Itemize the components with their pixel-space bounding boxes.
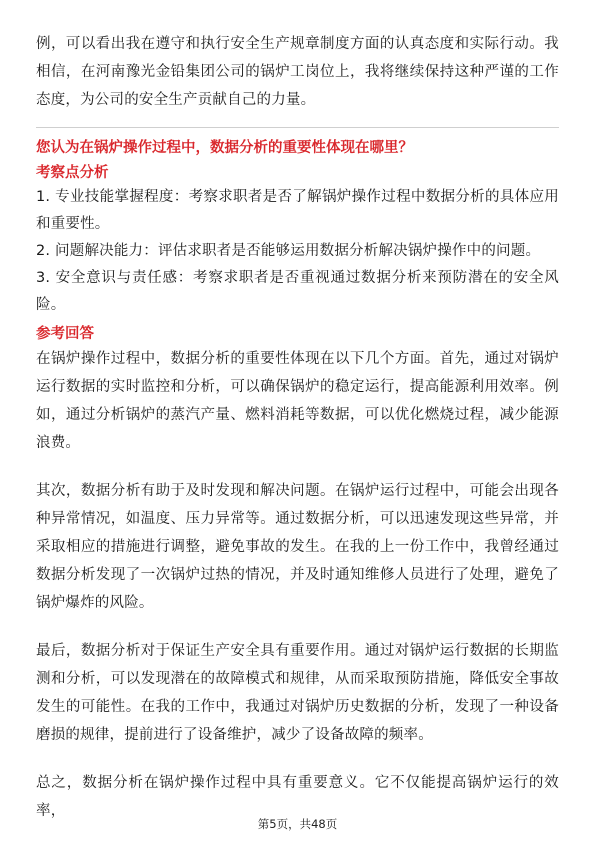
analysis-label: 考察点分析 — [36, 165, 109, 181]
analysis-point-2: 2. 问题解决能力：评估求职者是否能够运用数据分析解决锅炉操作中的问题。 — [36, 243, 541, 259]
paragraph-gap — [36, 457, 559, 477]
section-divider — [36, 127, 559, 128]
paragraph-gap — [36, 617, 559, 637]
page-content — [36, 30, 559, 825]
analysis-point-3: 3. 安全意识与责任感：考察求职者是否重视通过数据分析来预防潜在的安全风险。 — [36, 270, 559, 313]
paragraph-gap — [36, 749, 559, 769]
answer-paragraph-1: 在锅炉操作过程中，数据分析的重要性体现在以下几个方面。首先，通过对锅炉运行数据的实时监控和分析，可以确保锅炉的稳定运行，提高能源利用效率。例如，通过分析锅炉的蒸汽产量、燃料消耗等数据，可以优化燃烧过程，减少能源浪费。 — [36, 351, 559, 451]
answer-paragraph-2: 其次，数据分析有助于及时发现和解决问题。在锅炉运行过程中，可能会出现各种异常情况，如温度、压力异常等。通过数据分析，可以迅速发现这些异常，并采取相应的措施进行调整，避免事故的发生。在我的上一份工作中，我曾经通过数据分析发现了一次锅炉过热的情况，并及时通知维修人员进行了处理，避免了锅炉爆炸的风险。 — [36, 483, 559, 611]
intro-paragraph: 例，可以看出我在遵守和执行安全生产规章制度方面的认真态度和实际行动。我相信，在河南豫光金铅集团公司的锅炉工岗位上，我将继续保持这种严谨的工作态度，为公司的安全生产贡献自己的力量。 — [36, 36, 559, 108]
page-number: 第5页，共48页 — [257, 817, 338, 831]
answer-label: 参考回答 — [36, 326, 94, 342]
question-heading: 您认为在锅炉操作过程中，数据分析的重要性体现在哪里？ — [36, 140, 413, 156]
answer-paragraph-3: 最后，数据分析对于保证生产安全具有重要作用。通过对锅炉运行数据的长期监测和分析，可以发现潜在的故障模式和规律，从而采取预防措施，降低安全事故发生的可能性。在我的工作中，我通过对锅炉历史数据的分析，发现了一种设备磨损的规律，提前进行了设备维护，减少了设备故障的频率。 — [36, 643, 559, 743]
analysis-point-1: 1. 专业技能掌握程度：考察求职者是否了解锅炉操作过程中数据分析的具体应用和重要性。 — [36, 189, 559, 232]
answer-paragraph-4: 总之，数据分析在锅炉操作过程中具有重要意义。它不仅能提高锅炉运行的效率， — [36, 775, 559, 819]
